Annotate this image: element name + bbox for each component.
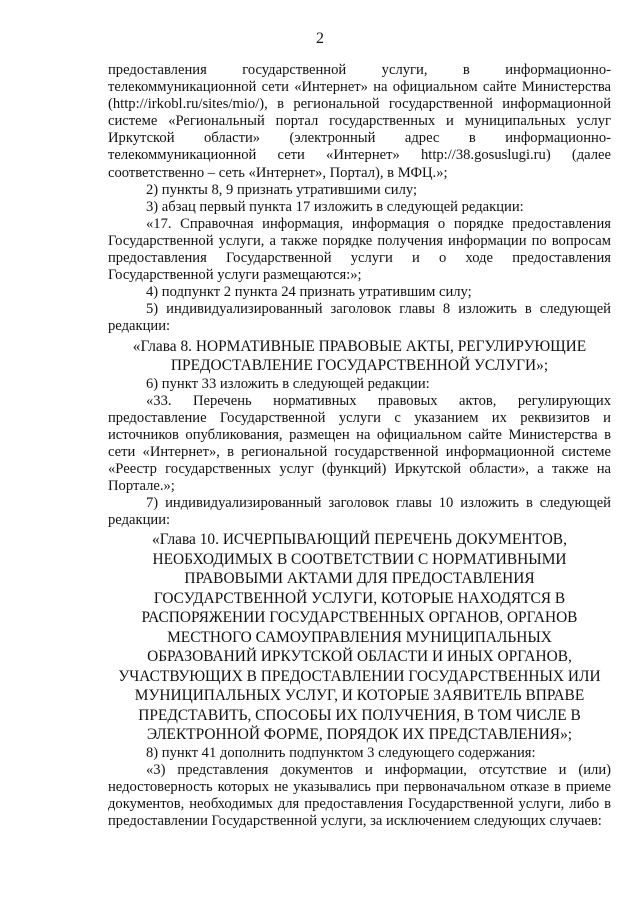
paragraph-item-8: 8) пункт 41 дополнить подпунктом 3 следующего содержания: (146, 744, 536, 761)
paragraph-quote-3: «3) представления документов и информации, отсутствие и (или) недостоверность которых не указывались при первоначальном отказе в приеме документов, необходимых для предоставления Государственной услуги, либо в предоставлении Государственной услуги, за исключением следующих случаев: (108, 761, 611, 830)
paragraph-item-4: 4) подпункт 2 пункта 24 признать утратившим силу; (146, 284, 472, 301)
paragraph-quote-17: «17. Справочная информация, информация о порядке предоставления Государственной услуги, а также порядке получения информации по вопросам предоставления Государственной услуги и о ходе предоставления Государственной услуги размещаются:»; (108, 215, 611, 284)
chapter-10-heading: «Глава 10. ИСЧЕРПЫВАЮЩИЙ ПЕРЕЧЕНЬ ДОКУМЕНТОВ, НЕОБХОДИМЫХ В СООТВЕТСТВИИ С НОРМАТИВНЫМИ ПРАВОВЫМИ АКТАМИ ДЛЯ ПРЕДОСТАВЛЕНИЯ ГОСУДАРСТВЕННОЙ УСЛУГИ, КОТОРЫЕ НАХОДЯТСЯ В РАСПОРЯЖЕНИИ ГОСУДАРСТВЕННЫХ ОРГАНОВ, ОРГАНОВ МЕСТНОГО САМОУПРАВЛЕНИЯ МУНИЦИПАЛЬНЫХ ОБРАЗОВАНИЙ ИРКУТСКОЙ ОБЛАСТИ И ИНЫХ ОРГАНОВ, УЧАСТВУЮЩИХ В ПРЕДОСТАВЛЕНИИ ГОСУДАРСТВЕННЫХ ИЛИ МУНИЦИПАЛЬНЫХ УСЛУГ, И КОТОРЫЕ ЗАЯВИТЕЛЬ ВПРАВЕ ПРЕДСТАВИТЬ, СПОСОБЫ ИХ ПОЛУЧЕНИЯ, В ТОМ ЧИСЛЕ В ЭЛЕКТРОННОЙ ФОРМЕ, ПОРЯДОК ИХ ПРЕДСТАВЛЕНИЯ»; (118, 531, 601, 744)
paragraph-continuation: предоставления государственной услуги, в информационно-телекоммуникационной сети «Интернет» на официальном сайте Министерства (http://irkobl.ru/sites/mio/), в региональной государственной информационной системе «Региональный портал государственных и муниципальных услуг Иркутской области» (электронный адрес в информационно-телекоммуникационной сети «Интернет» http://38.gosuslugi.ru) (далее соответственно – сеть «Интернет», Портал), в МФЦ.»; (108, 62, 611, 181)
paragraph-item-2: 2) пункты 8, 9 признать утратившими силу; (146, 181, 418, 198)
paragraph-item-6: 6) пункт 33 изложить в следующей редакции: (146, 375, 430, 392)
document-body (108, 62, 611, 830)
paragraph-item-5: 5) индивидуализированный заголовок главы 8 изложить в следующей редакции: (108, 301, 611, 335)
paragraph-item-3: 3) абзац первый пункта 17 изложить в следующей редакции: (146, 198, 524, 215)
page-number: 2 (316, 30, 324, 47)
chapter-8-heading: «Глава 8. НОРМАТИВНЫЕ ПРАВОВЫЕ АКТЫ, РЕГУЛИРУЮЩИЕ ПРЕДОСТАВЛЕНИЕ ГОСУДАРСТВЕННОЙ УСЛУГИ»; (132, 337, 587, 374)
paragraph-quote-33: «33. Перечень нормативных правовых актов, регулирующих предоставление Государственной услуги с указанием их реквизитов и источников опубликования, размещен на официальном сайте Министерства в сети «Интернет», в региональной государственной информационной системе «Реестр государственных услуг (функций) Иркутской области», а также на Портале.»; (108, 392, 611, 495)
paragraph-item-7: 7) индивидуализированный заголовок главы 10 изложить в следующей редакции: (108, 495, 611, 529)
